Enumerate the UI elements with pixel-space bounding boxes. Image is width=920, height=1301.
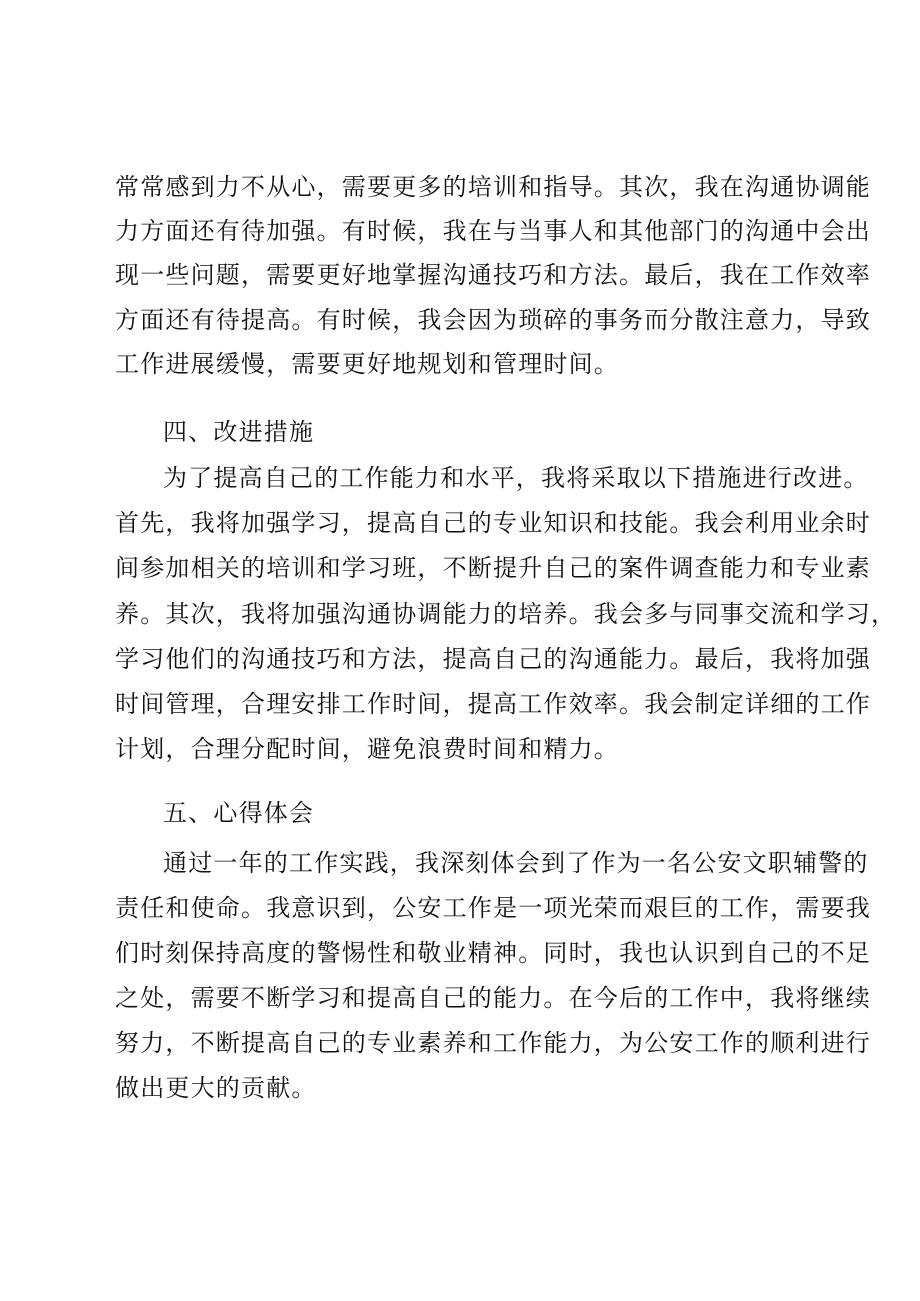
paragraph-line: 责任和使命。我意识到，公安工作是一项光荣而艰巨的工作，需要我 bbox=[115, 894, 871, 922]
paragraph-line: 之处，需要不断学习和提高自己的能力。在今后的工作中，我将继续 bbox=[115, 984, 871, 1012]
paragraph-line: 们时刻保持高度的警惕性和敬业精神。同时，我也认识到自己的不足 bbox=[115, 939, 871, 967]
paragraph-line: 努力，不断提高自己的专业素养和工作能力，为公安工作的顺利进行 bbox=[115, 1029, 871, 1057]
section-heading-improvement: 四、改进措施 bbox=[163, 418, 315, 446]
section-heading-reflection: 五、心得体会 bbox=[163, 799, 315, 827]
paragraph-line: 计划，合理分配时间，避免浪费时间和精力。 bbox=[115, 735, 619, 763]
paragraph-line: 学习他们的沟通技巧和方法，提高自己的沟通能力。最后，我将加强 bbox=[115, 645, 871, 673]
paragraph-line: 首先，我将加强学习，提高自己的专业知识和技能。我会利用业余时 bbox=[115, 509, 871, 537]
paragraph-line: 通过一年的工作实践，我深刻体会到了作为一名公安文职辅警的 bbox=[163, 849, 869, 877]
paragraph-line: 为了提高自己的工作能力和水平，我将采取以下措施进行改进。 bbox=[163, 464, 869, 492]
paragraph-line: 养。其次，我将加强沟通协调能力的培养。我会多与同事交流和学习， bbox=[115, 600, 897, 628]
paragraph-line: 常常感到力不从心，需要更多的培训和指导。其次，我在沟通协调能 bbox=[115, 173, 871, 201]
paragraph-line: 方面还有待提高。有时候，我会因为琐碎的事务而分散注意力，导致 bbox=[115, 306, 871, 334]
paragraph-line: 现一些问题，需要更好地掌握沟通技巧和方法。最后，我在工作效率 bbox=[115, 261, 871, 289]
paragraph-line: 时间管理，合理安排工作时间，提高工作效率。我会制定详细的工作 bbox=[115, 690, 871, 718]
paragraph-line: 间参加相关的培训和学习班，不断提升自己的案件调查能力和专业素 bbox=[115, 554, 871, 582]
paragraph-line: 做出更大的贡献。 bbox=[115, 1074, 317, 1102]
paragraph-line: 力方面还有待加强。有时候，我在与当事人和其他部门的沟通中会出 bbox=[115, 217, 871, 245]
paragraph-line: 工作进展缓慢，需要更好地规划和管理时间。 bbox=[115, 350, 619, 378]
